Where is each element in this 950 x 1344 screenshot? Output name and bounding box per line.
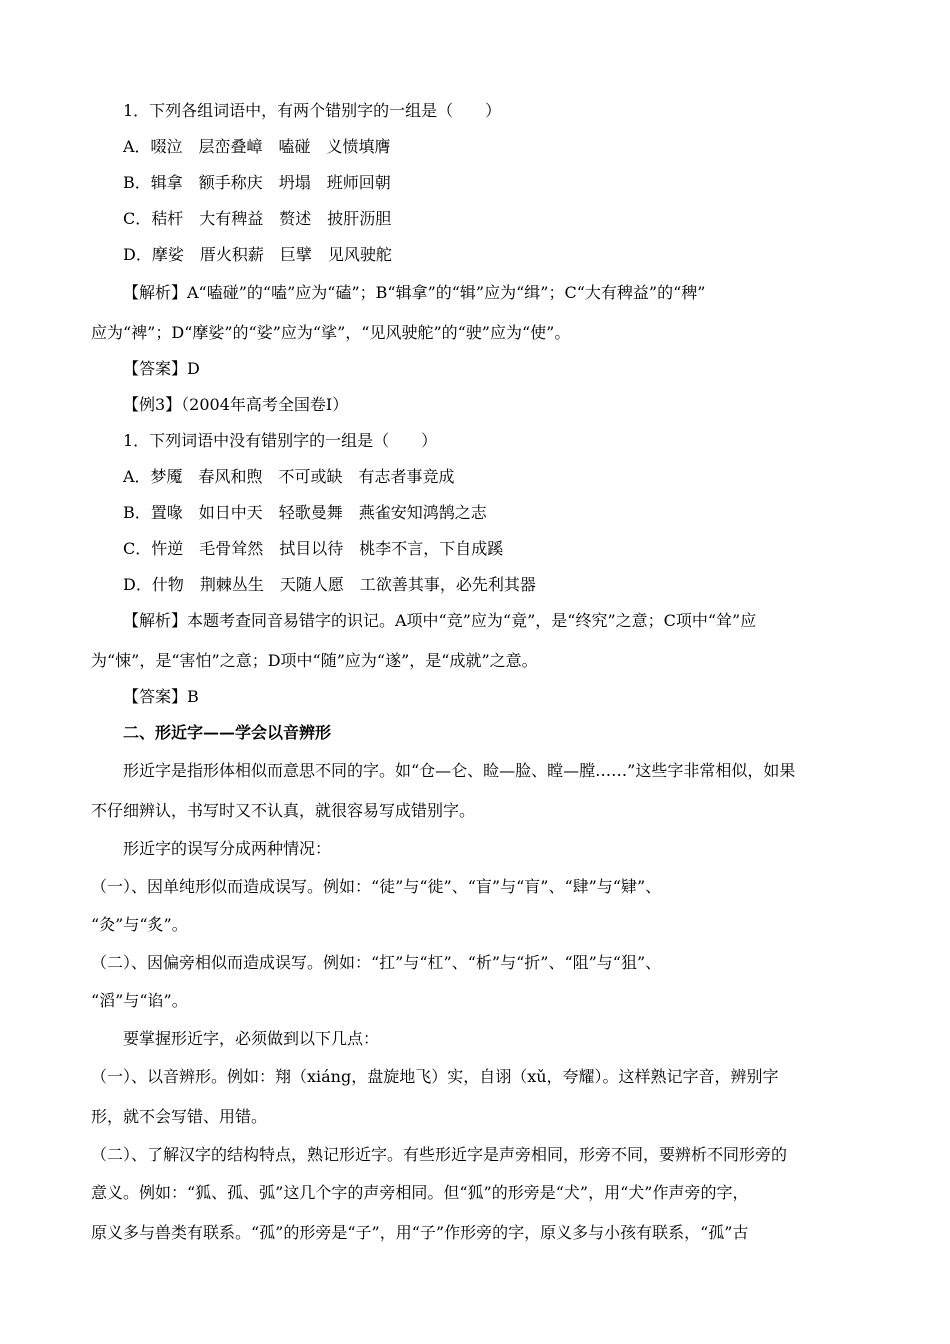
section2-p4-line1: （二）、因偏旁相似而造成误写。例如：“扛”与“杠”、“析”与“折”、“阻”与“狙”、	[91, 953, 662, 972]
ex3-answer: 【答案】B	[123, 687, 199, 706]
section2-p7-line2: 意义。例如：“狐、孤、弧”这几个字的声旁相同。但“狐”的形旁是“犬”，用“犬”作声旁的字，	[91, 1183, 749, 1202]
section2-p7-line3: 原义多与兽类有联系。“孤”的形旁是“子”，用“子”作形旁的字，原义多与小孩有联系，“孤”古	[91, 1223, 749, 1242]
section2-p3-line1: （一）、因单纯形似而造成误写。例如：“徒”与“徙”、“盲”与“肓”、“肆”与“肄”、	[91, 877, 662, 896]
section2-p1-line2: 不仔细辨认，书写时又不认真，就很容易写成错别字。	[91, 801, 476, 820]
ex3-option-c: C．忤逆 毛骨耸然 拭目以待 桃李不言，下自成蹊	[123, 539, 504, 558]
ex3-stem: 1．下列词语中没有错别字的一组是（ ）	[123, 431, 438, 450]
example3-heading: 【例3】（2004年高考全国卷Ⅰ）	[123, 395, 349, 414]
section2-p1-line1: 形近字是指形体相似而意思不同的字。如“仓—仑、睑—脸、瞠—膛……”这些字非常相似，如果	[123, 761, 796, 780]
ex3-option-b: B．置喙 如日中天 轻歌曼舞 燕雀安知鸿鹄之志	[123, 503, 487, 522]
ex3-analysis-line2: 为“悚”，是“害怕”之意；D项中“随”应为“遂”，是“成就”之意。	[91, 651, 538, 670]
section2-p4-line2: “滔”与“谄”。	[91, 991, 188, 1010]
q1-option-d: D．摩娑 厝火积薪 巨擘 见风驶舵	[123, 245, 392, 264]
q1-analysis-line2: 应为“裨”；D“摩娑”的“娑”应为“挲”，“见风驶舵”的“驶”应为“使”。	[91, 323, 571, 342]
q1-stem: 1．下列各组词语中，有两个错别字的一组是（ ）	[123, 101, 502, 120]
q1-analysis-line1: 【解析】A“嗑碰”的“嗑”应为“磕”；B“辑拿”的“辑”应为“缉”；C“大有稗益”的“稗”	[123, 283, 706, 302]
q1-answer: 【答案】D	[123, 359, 200, 378]
ex3-analysis-line1: 【解析】本题考查同音易错字的识记。A项中“竞”应为“竟”，是“终究”之意；C项中“耸”应	[123, 611, 757, 630]
section2-title: 二、形近字——学会以音辨形	[123, 723, 332, 742]
section2-p7-line1: （二）、了解汉字的结构特点，熟记形近字。有些形近字是声旁相同，形旁不同，要辨析不同形旁的	[91, 1145, 788, 1164]
section2-p5: 要掌握形近字，必须做到以下几点：	[123, 1029, 380, 1048]
q1-option-a: A．啜泣 层峦叠嶂 嗑碰 义愤填膺	[123, 137, 391, 156]
q1-option-c: C．秸杆 大有稗益 赘述 披肝沥胆	[123, 209, 392, 228]
section2-p3-line2: “灸”与“炙”。	[91, 915, 188, 934]
section2-p6-line1: （一）、以音辨形。例如：翔（xiáng，盘旋地飞）实，自诩（xǔ，夸耀）。这样熟记字音，辨别字	[91, 1067, 779, 1086]
section2-p2: 形近字的误写分成两种情况：	[123, 839, 332, 858]
ex3-option-d: D．什物 荆棘丛生 天随人愿 工欲善其事，必先利其器	[123, 575, 536, 594]
ex3-option-a: A．梦魇 春风和煦 不可或缺 有志者事竞成	[123, 467, 455, 486]
q1-option-b: B．辑拿 额手称庆 坍塌 班师回朝	[123, 173, 391, 192]
section2-p6-line2: 形，就不会写错、用错。	[91, 1107, 268, 1126]
